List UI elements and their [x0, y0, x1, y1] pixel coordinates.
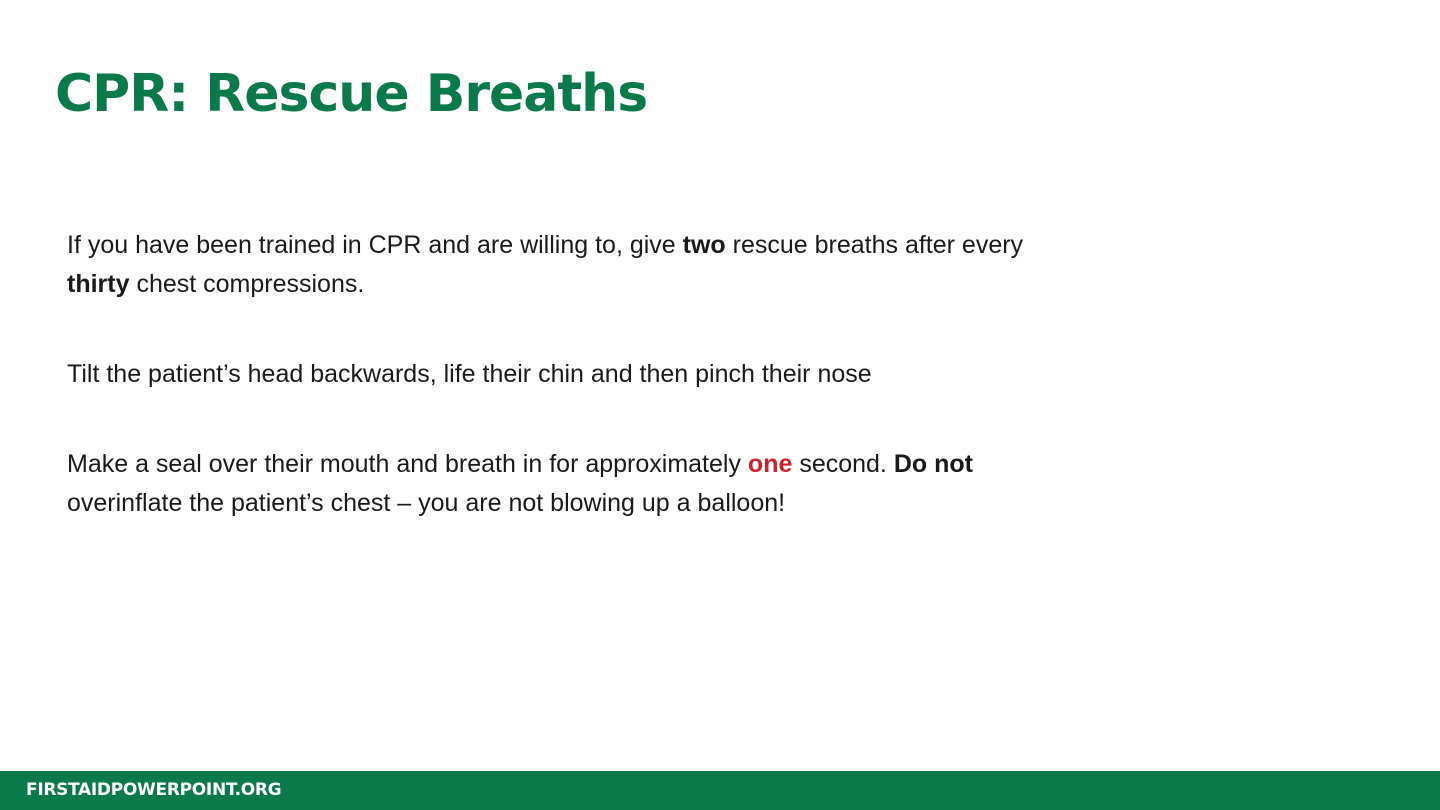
- slide-title: CPR: Rescue Breaths: [55, 64, 648, 124]
- emphasis-two: two: [682, 231, 726, 259]
- text-segment: overinflate the patient’s chest – you are not blowing up a balloon!: [67, 489, 786, 517]
- emphasis-do-not: Do not: [893, 450, 973, 478]
- paragraph-rescue-breaths: [67, 226, 1247, 304]
- text-segment: second.: [792, 450, 894, 478]
- footer-site-link[interactable]: FIRSTAIDPOWERPOINT.ORG: [26, 780, 282, 800]
- footer-bar: [0, 771, 1440, 810]
- text-segment: rescue breaths after every: [725, 231, 1024, 259]
- emphasis-one: one: [747, 450, 793, 478]
- text-segment: chest compressions.: [129, 270, 365, 298]
- emphasis-thirty: thirty: [67, 270, 130, 298]
- text-segment: If you have been trained in CPR and are willing to, give: [67, 231, 683, 259]
- text-segment: Make a seal over their mouth and breath in for approximately: [67, 450, 748, 478]
- slide-body: [67, 226, 1247, 523]
- text-segment: Tilt the patient’s head backwards, life their chin and then pinch their nose: [67, 360, 872, 388]
- paragraph-seal-mouth: [67, 445, 1247, 523]
- paragraph-head-tilt: [67, 355, 1247, 394]
